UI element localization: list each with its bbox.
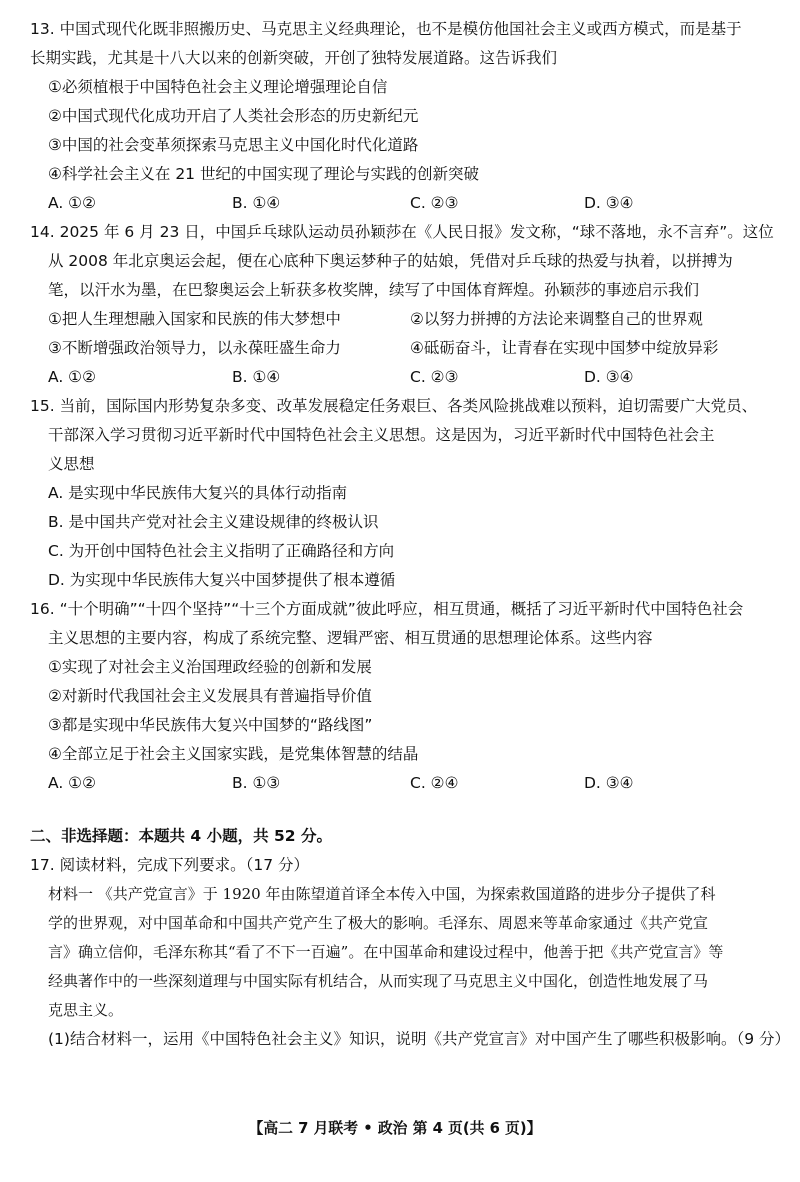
q14-option-d: D. ③④ [584,368,634,386]
q13-statement-1: ①必须植根于中国特色社会主义理论增强理论自信 [48,78,388,96]
q16-option-a: A. ①② [48,774,96,792]
q16-statement-2: ②对新时代我国社会主义发展具有普遍指导价值 [48,687,372,705]
q13-option-c: C. ②③ [410,194,459,212]
q17-material-1-line-1: 材料一 《共产党宣言》于 1920 年由陈望道首译全本传入中国，为探索救国道路的进步分子提供了科 [48,885,716,903]
q17-material-1-line-3: 言》确立信仰，毛泽东称其“看了不下一百遍”。在中国革命和建设过程中，他善于把《共产党宣言》等 [48,943,724,961]
q16-option-c: C. ②④ [410,774,459,792]
section-2-heading: 二、非选择题：本题共 4 小题，共 52 分。 [30,827,332,845]
q15-stem-line-1: 15. 当前，国际国内形势复杂多变、改革发展稳定任务艰巨、各类风险挑战难以预料，迫切需要广大党员、 [30,397,758,415]
q14-stem-line-2: 从 2008 年北京奥运会起，便在心底种下奥运梦种子的姑娘，凭借对乒乓球的热爱与执着，以拼搏为 [48,252,733,270]
q14-statement-3: ③不断增强政治领导力，以永葆旺盛生命力 [48,339,341,357]
q17-stem: 17. 阅读材料，完成下列要求。（17 分） [30,856,309,874]
q15-option-b: B. 是中国共产党对社会主义建设规律的终极认识 [48,513,379,531]
q14-statement-1: ①把人生理想融入国家和民族的伟大梦想中 [48,310,341,328]
q13-statement-2: ②中国式现代化成功开启了人类社会形态的历史新纪元 [48,107,419,125]
q16-statement-3: ③都是实现中华民族伟大复兴中国梦的“路线图” [48,716,373,734]
q16-stem-line-1: 16. “十个明确”“十四个坚持”“十三个方面成就”彼此呼应，相互贯通，概括了习近平新时代中国特色社会 [30,600,744,618]
q14-option-a: A. ①② [48,368,96,386]
q16-option-d: D. ③④ [584,774,634,792]
q13-statement-3: ③中国的社会变革须探索马克思主义中国化时代化道路 [48,136,419,154]
q15-stem-line-2: 干部深入学习贯彻习近平新时代中国特色社会主义思想。这是因为，习近平新时代中国特色社会主 [48,426,715,444]
q13-option-d: D. ③④ [584,194,634,212]
q14-statement-2: ②以努力拼搏的方法论来调整自己的世界观 [410,310,703,328]
q14-option-b: B. ①④ [232,368,281,386]
q13-option-a: A. ①② [48,194,96,212]
q13-option-b: B. ①④ [232,194,281,212]
q15-stem-line-3: 义思想 [48,455,95,473]
q14-stem-line-3: 笔，以汗水为墨，在巴黎奥运会上斩获多枚奖牌，续写了中国体育辉煌。孙颖莎的事迹启示我们 [48,281,700,299]
q13-stem-line-2: 长期实践，尤其是十八大以来的创新突破，开创了独特发展道路。这告诉我们 [30,49,558,67]
q15-option-c: C. 为开创中国特色社会主义指明了正确路径和方向 [48,542,395,560]
q16-option-b: B. ①③ [232,774,281,792]
q15-option-a: A. 是实现中华民族伟大复兴的具体行动指南 [48,484,348,502]
q15-option-d: D. 为实现中华民族伟大复兴中国梦提供了根本遵循 [48,571,396,589]
q14-stem-line-1: 14. 2025 年 6 月 23 日，中国乒乓球队运动员孙颖莎在《人民日报》发文称，“球不落地，永不言弃”。这位 [30,223,774,241]
q17-material-1-line-4: 经典著作中的一些深刻道理与中国实际有机结合，从而实现了马克思主义中国化，创造性地发展了马 [48,972,709,990]
q16-stem-line-2: 主义思想的主要内容，构成了系统完整、逻辑严密、相互贯通的思想理论体系。这些内容 [48,629,653,647]
q14-option-c: C. ②③ [410,368,459,386]
q13-stem-line-1: 13. 中国式现代化既非照搬历史、马克思主义经典理论，也不是模仿他国社会主义或西方模式，而是基于 [30,20,742,38]
q17-subquestion-1: (1)结合材料一，运用《中国特色社会主义》知识，说明《共产党宣言》对中国产生了哪些积极影响。（9 分） [48,1030,790,1048]
q14-statement-4: ④砥砺奋斗，让青春在实现中国梦中绽放异彩 [410,339,719,357]
q17-material-1-line-2: 学的世界观，对中国革命和中国共产党产生了极大的影响。毛泽东、周恩来等革命家通过《共产党宣 [48,914,709,932]
q13-statement-4: ④科学社会主义在 21 世纪的中国实现了理论与实践的创新突破 [48,165,479,183]
page-footer: 【高二 7 月联考 • 政治 第 4 页(共 6 页)】 [248,1119,542,1137]
q16-statement-4: ④全部立足于社会主义国家实践，是党集体智慧的结晶 [48,745,419,763]
q17-material-1-line-5: 克思主义。 [48,1001,124,1019]
q16-statement-1: ①实现了对社会主义治国理政经验的创新和发展 [48,658,372,676]
